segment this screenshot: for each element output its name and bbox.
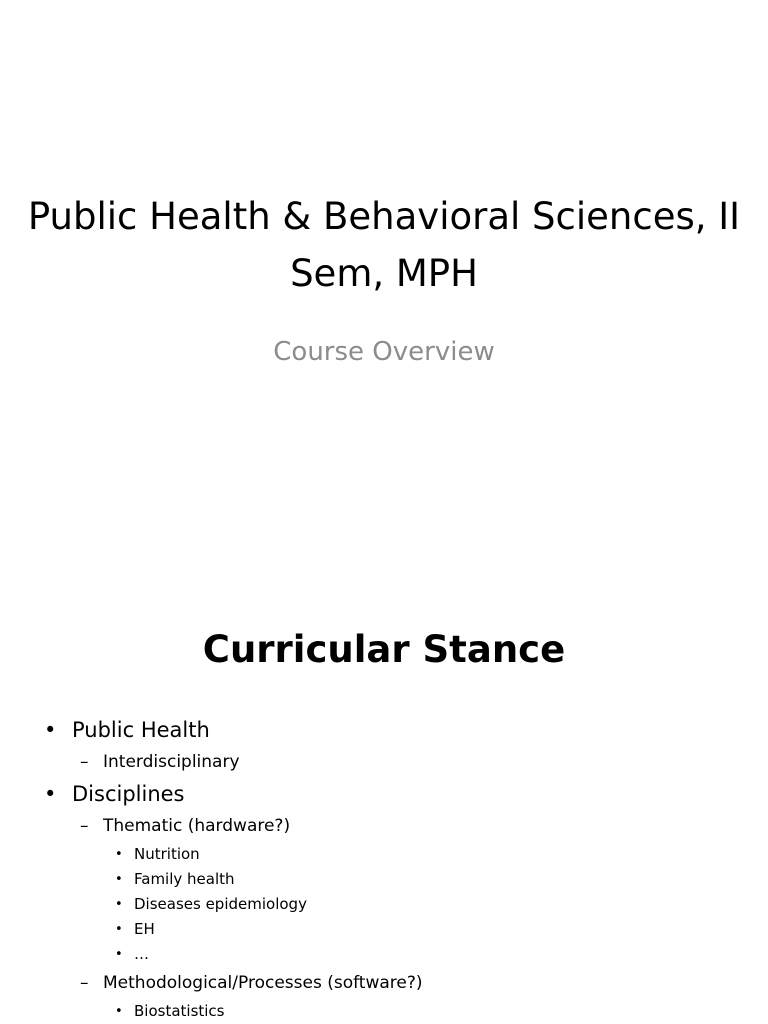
list-item-text: Nutrition [134, 845, 200, 863]
list-item [0, 967, 768, 999]
list-item [0, 917, 768, 942]
list-item-text: Methodological/Processes (software?) [103, 973, 423, 993]
bullet-marker: • [115, 872, 123, 887]
list-item-text: Interdisciplinary [103, 752, 240, 772]
bullet-marker: • [44, 718, 57, 742]
list-item [0, 867, 768, 892]
bullet-marker: • [115, 1004, 123, 1019]
slide-subtitle: Course Overview [273, 337, 495, 367]
bullet-list [0, 714, 768, 1024]
list-item-text: EH [134, 920, 155, 938]
bullet-marker: – [80, 973, 89, 993]
list-item [0, 778, 768, 810]
list-item-text: Family health [134, 870, 235, 888]
list-item-text: Thematic (hardware?) [103, 816, 291, 836]
slide-title: Public Health & Behavioral Sciences, II Sem, MPH [27, 195, 741, 295]
list-item-text: Diseases epidemiology [134, 895, 307, 913]
slide-2 [0, 576, 768, 1024]
bullet-marker: – [80, 752, 89, 772]
bullet-marker: • [44, 782, 57, 806]
list-item-text: Public Health [72, 718, 210, 742]
list-item [0, 746, 768, 778]
list-item [0, 892, 768, 917]
list-item-text: Biostatistics [134, 1002, 225, 1020]
list-item [0, 942, 768, 967]
bullet-marker: – [80, 816, 89, 836]
bullet-marker: • [115, 897, 123, 912]
bullet-marker: • [115, 947, 123, 962]
list-item [0, 999, 768, 1024]
list-item [0, 842, 768, 867]
bullet-marker: • [115, 922, 123, 937]
slide-title: Curricular Stance [202, 628, 566, 671]
bullet-marker: • [115, 847, 123, 862]
list-item [0, 714, 768, 746]
list-item-text: Disciplines [72, 782, 185, 806]
list-item [0, 810, 768, 842]
list-item-text: … [134, 945, 149, 963]
